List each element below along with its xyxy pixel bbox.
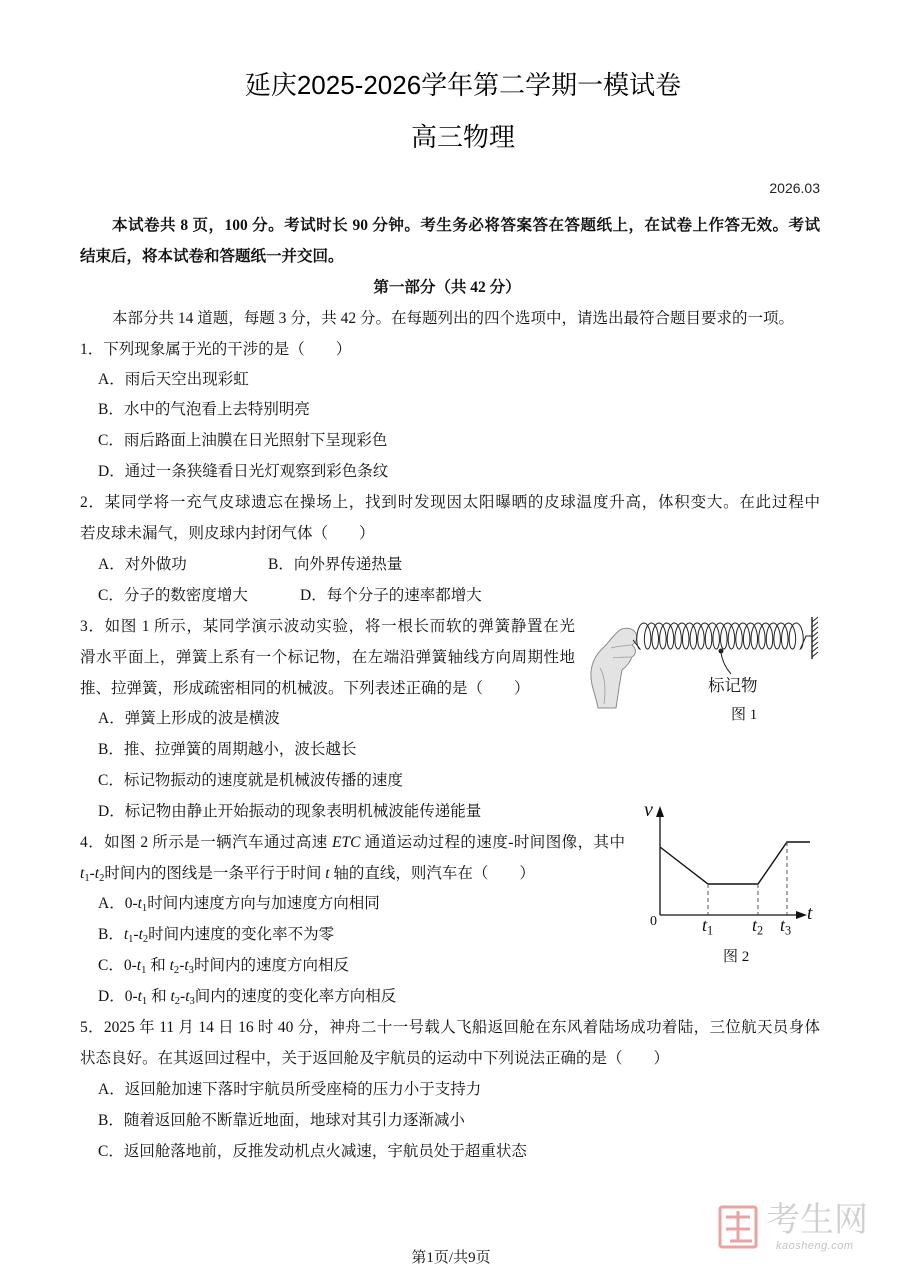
q5-stem-line-2: 状态良好。在其返回过程中，关于返回舱及宇航员的运动中下列说法正确的是（ ） [80,1050,670,1067]
tick-variable: t [702,915,708,935]
q3-stem-line-1: 3．如图 1 所示，某同学演示波动实验，将一根长而软的弹簧静置在光 [80,618,575,635]
tick-variable: t [752,915,758,935]
wall-hatching [812,617,818,657]
q5-option-a: A．返回舱加速下落时宇航员所受座椅的压力小于支持力 [98,1081,482,1098]
notice-line-1: 本试卷共 8 页，100 分。考试时长 90 分钟。考生务必将答案答在答题纸上，在试卷上作答无效。考试 [112,217,820,234]
time-variable: t [325,865,330,882]
velocity-curve [660,842,810,884]
q5-option-c: C．返回舱落地前，反推发动机点火减速，宇航员处于超重状态 [98,1143,527,1160]
subscript: 1 [141,964,147,976]
marker-leader-line [721,653,731,674]
tick-subscript: 2 [757,923,764,938]
q3-option-b: B．推、拉弹簧的周期越小，波长越长 [98,741,357,758]
figure-2 [656,806,810,919]
figure-1 [591,617,818,708]
time-variable: t [94,865,100,882]
option-text: 间内的速度的变化率方向相反 [194,988,397,1005]
dash: - [179,957,185,974]
subscript: 2 [174,995,181,1007]
tick-variable: t [780,915,786,935]
q5-stem-line-1: 5．2025 年 11 月 14 日 16 时 40 分，神舟二十一号载人飞船返回舱在东风着陆场成功着陆，三位航天员身体 [80,1019,820,1036]
dash: - [89,865,95,882]
subscript: 3 [188,964,194,976]
option-text: 和 [147,988,171,1005]
q1-option-d: D．通过一条狭缝看日光灯观察到彩色条纹 [98,463,389,480]
time-variable: t [137,988,142,1005]
part1-heading: 第一部分（共 42 分） [373,279,521,296]
x-axis-arrow [796,911,807,919]
y-axis-arrow [656,806,664,817]
notice-line-2: 结束后，将本试卷和答题纸一并交回。 [80,248,344,265]
kaosheng-logo-icon [720,1207,756,1247]
figure2-origin-label: 0 [650,914,657,929]
q1-option-b: B．水中的气泡看上去特别明亮 [98,401,310,418]
time-variable: t [169,957,174,974]
q2-stem-line-2: 若皮球未漏气，则皮球内封闭气体（ ） [80,525,375,542]
q4-option-a [98,894,380,914]
option-text: 和 [146,957,170,974]
subscript: 1 [141,902,148,914]
q4-stem-text: 通道运动过程的速度-时间图像，其中 [360,834,625,851]
figure2-tick-t1 [702,915,714,938]
option-text: 时间内的速度方向相反 [193,957,349,974]
subscript: 2 [99,872,105,884]
figure2-y-axis-label: v [644,799,653,821]
exam-date: 2026.03 [769,180,820,196]
q2-option-c: C．分子的数密度增大 [98,587,248,604]
time-variable: t [123,926,129,943]
subscript: 1 [141,995,148,1007]
time-variable: t [170,988,175,1005]
q4-option-b [98,925,334,945]
figure1-marker-label: 标记物 [708,676,758,695]
subscript: 2 [142,933,149,945]
q3-stem-line-3: 推、拉弹簧，形成疏密相同的机械波。下列表述正确的是（ ） [80,680,530,697]
q4-option-d [98,987,396,1007]
q3-option-c: C．标记物振动的速度就是机械波传播的速度 [98,772,403,789]
figure2-tick-t3 [780,915,792,938]
exam-subject: 高三物理 [410,122,515,152]
spring-coil [633,623,812,649]
q3-stem-line-2: 滑水平面上，弹簧上系有一个标记物，在左端沿弹簧轴线方向周期性地 [80,649,575,666]
option-text: B． [98,926,124,943]
subscript: 1 [128,933,134,945]
q1-stem: 1．下列现象属于光的干涉的是（ ） [80,341,352,358]
part1-instruction: 本部分共 14 道题，每题 3 分，共 42 分。在每题列出的四个选项中，请选出最符合题目要求的一项。 [112,310,795,327]
option-text: C．0- [98,957,137,974]
watermark-name: 考生网 [766,1201,868,1239]
q3-option-a: A．弹簧上形成的波是横波 [98,710,280,727]
figure1-caption: 图 1 [731,707,758,723]
time-variable: t [185,988,190,1005]
tick-subscript: 1 [707,923,714,938]
q2-option-b: B．向外界传递热量 [268,556,403,573]
tick-subscript: 3 [785,923,792,938]
watermark-url: kaosheng.com [776,1240,854,1252]
q4-option-c [98,956,349,976]
time-variable: t [80,865,85,882]
q3-option-d: D．标记物由静止开始振动的现象表明机械波能传递能量 [98,803,482,820]
q4-stem-text: 4．如图 2 所示是一辆汽车通过高速 [80,834,333,851]
figure2-caption: 图 2 [723,949,750,965]
time-variable: t [137,895,142,912]
q2-option-a: A．对外做功 [98,556,187,573]
dash: - [133,926,139,943]
time-variable: t [184,957,189,974]
subscript: 2 [173,964,180,976]
q1-option-a: A．雨后天空出现彩虹 [98,371,249,388]
subscript: 3 [189,995,195,1007]
time-variable: t [138,926,143,943]
etc-term: ETC [332,834,361,851]
q2-stem-line-1: 2．某同学将一充气皮球遗忘在操场上，找到时发现因太阳曝晒的皮球温度升高，体积变大。在此过程中 [80,494,820,511]
q1-option-c: C．雨后路面上油膜在日光照射下呈现彩色 [98,432,388,449]
page-number: 第1页/共9页 [411,1250,491,1266]
figure2-tick-t2 [752,915,764,938]
q4-stem-line-1 [80,833,625,853]
figure2-x-axis-label: t [807,903,813,924]
q4-stem-text: 时间内的图线是一条平行于时间 [104,865,326,882]
exam-title: 延庆2025-2026学年第二学期一模试卷 [244,70,682,100]
option-text: 时间内速度的变化率不为零 [148,926,335,943]
q4-stem-line-2 [80,864,535,884]
option-text: D．0- [98,988,138,1005]
hand-illustration [591,628,637,708]
option-text: 时间内速度方向与加速度方向相同 [147,895,380,912]
dash: - [180,988,186,1005]
time-variable: t [136,957,142,974]
hand-finger-lines [600,645,632,704]
subscript: 1 [84,872,90,884]
q2-option-d: D．每个分子的速率都增大 [300,587,482,604]
option-text: A．0- [98,895,138,912]
q4-stem-text: 轴的直线，则汽车在（ ） [329,865,535,882]
q5-option-b: B．随着返回舱不断靠近地面，地球对其引力逐渐减小 [98,1112,465,1129]
marker-dot [719,649,724,654]
